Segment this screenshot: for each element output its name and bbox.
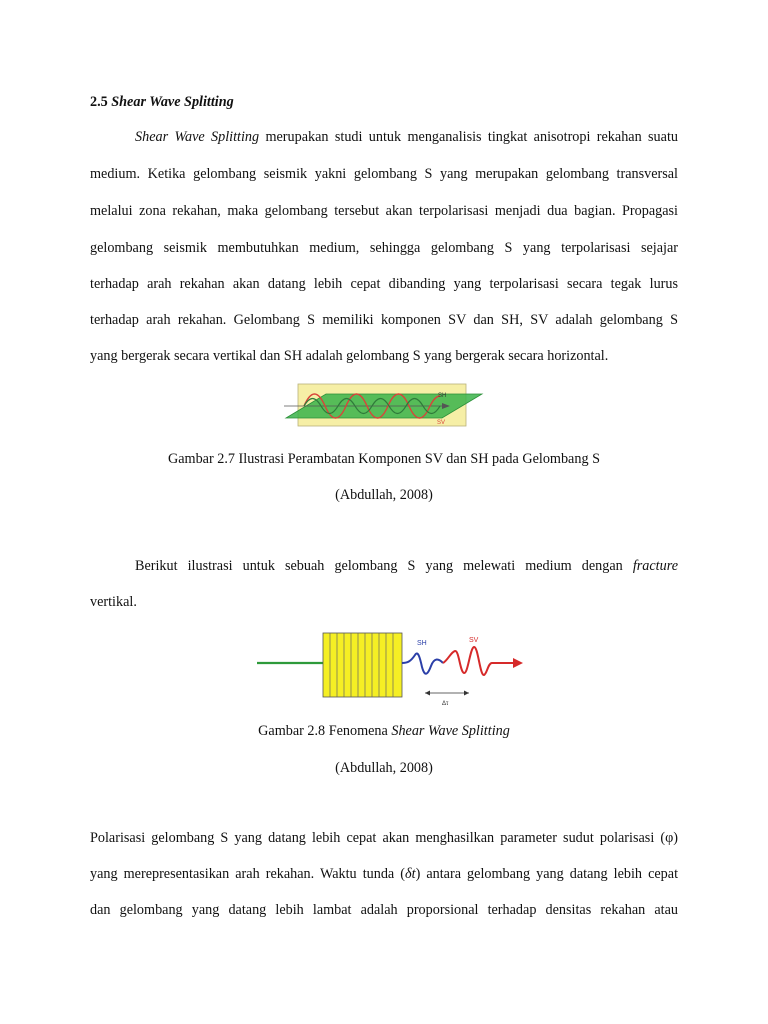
figure1-source: (Abdullah, 2008): [335, 487, 433, 503]
para2-line2: vertikal.: [90, 594, 137, 610]
fig2-label-delay: Δτ: [442, 701, 449, 707]
figure2-caption-italic: Shear Wave Splitting: [391, 723, 510, 739]
figure1-caption: Gambar 2.7 Ilustrasi Perambatan Komponen SV dan SH pada Gelombang S: [168, 451, 600, 467]
fig1-label-sh: SH: [438, 393, 447, 399]
para1-line1-text: merupakan studi untuk menganalisis tingkat anisotropi rekahan suatu: [259, 129, 678, 145]
para1-line6: terhadap arah rekahan. Gelombang S memiliki komponen SV dan SH, SV adalah gelombang S: [90, 312, 678, 328]
term-fracture: fracture: [632, 558, 678, 574]
figure2-source: (Abdullah, 2008): [335, 760, 433, 776]
figure-shear-wave-splitting: [255, 630, 525, 710]
para1-line3: melalui zona rekahan, maka gelombang tersebut akan terpolarisasi menjadi dua bagian. Propagasi: [90, 203, 678, 219]
sv-waveform: [443, 647, 513, 675]
section-number: 2.5: [90, 94, 108, 110]
section-title: Shear Wave Splitting: [111, 94, 234, 110]
section-heading: [90, 93, 678, 111]
term-italic: Shear Wave Splitting: [135, 129, 260, 145]
para1-line2: medium. Ketika gelombang seismik yakni gelombang S yang merupakan gelombang transversal: [90, 166, 678, 182]
delay-symbol: δt: [405, 866, 416, 882]
figure-sv-sh-illustration: [284, 380, 486, 432]
fig2-label-sv: SV: [469, 637, 479, 644]
para3-line2: [90, 865, 678, 883]
fig2-label-sh: SH: [417, 640, 427, 647]
fig1-label-sv: SV: [437, 420, 446, 426]
delay-arrow-right: [464, 691, 469, 696]
wave-arrowhead: [513, 658, 523, 668]
sh-waveform: [402, 653, 443, 673]
para3-line1: Polarisasi gelombang S yang datang lebih cepat akan menghasilkan parameter sudut polarisasi (φ): [90, 830, 678, 846]
para3-line2-b: ) antara gelombang yang datang lebih cepat: [415, 866, 679, 882]
para1-line7: yang bergerak secara vertikal dan SH adalah gelombang S yang bergerak secara horizontal.: [90, 348, 609, 364]
para3-line3: dan gelombang yang datang lebih lambat adalah proporsional terhadap densitas rekahan atau: [90, 902, 678, 918]
para1-line1: [135, 128, 678, 146]
para1-line4: gelombang seismik membutuhkan medium, sehingga gelombang S yang terpolarisasi sejajar: [90, 240, 678, 256]
para2-line1: [135, 557, 678, 575]
para2-line1-text: Berikut ilustrasi untuk sebuah gelombang S yang melewati medium dengan: [135, 558, 633, 574]
figure2-caption-prefix: Gambar 2.8 Fenomena: [258, 723, 392, 739]
para3-line2-a: yang merepresentasikan arah rekahan. Waktu tunda (: [90, 866, 406, 882]
delay-arrow-left: [425, 691, 430, 696]
para1-line5: terhadap arah rekahan akan datang lebih cepat dibanding yang terpolarisasi secara tegak lurus: [90, 276, 678, 292]
fractured-medium: [323, 633, 402, 697]
figure2-caption: [90, 722, 678, 740]
